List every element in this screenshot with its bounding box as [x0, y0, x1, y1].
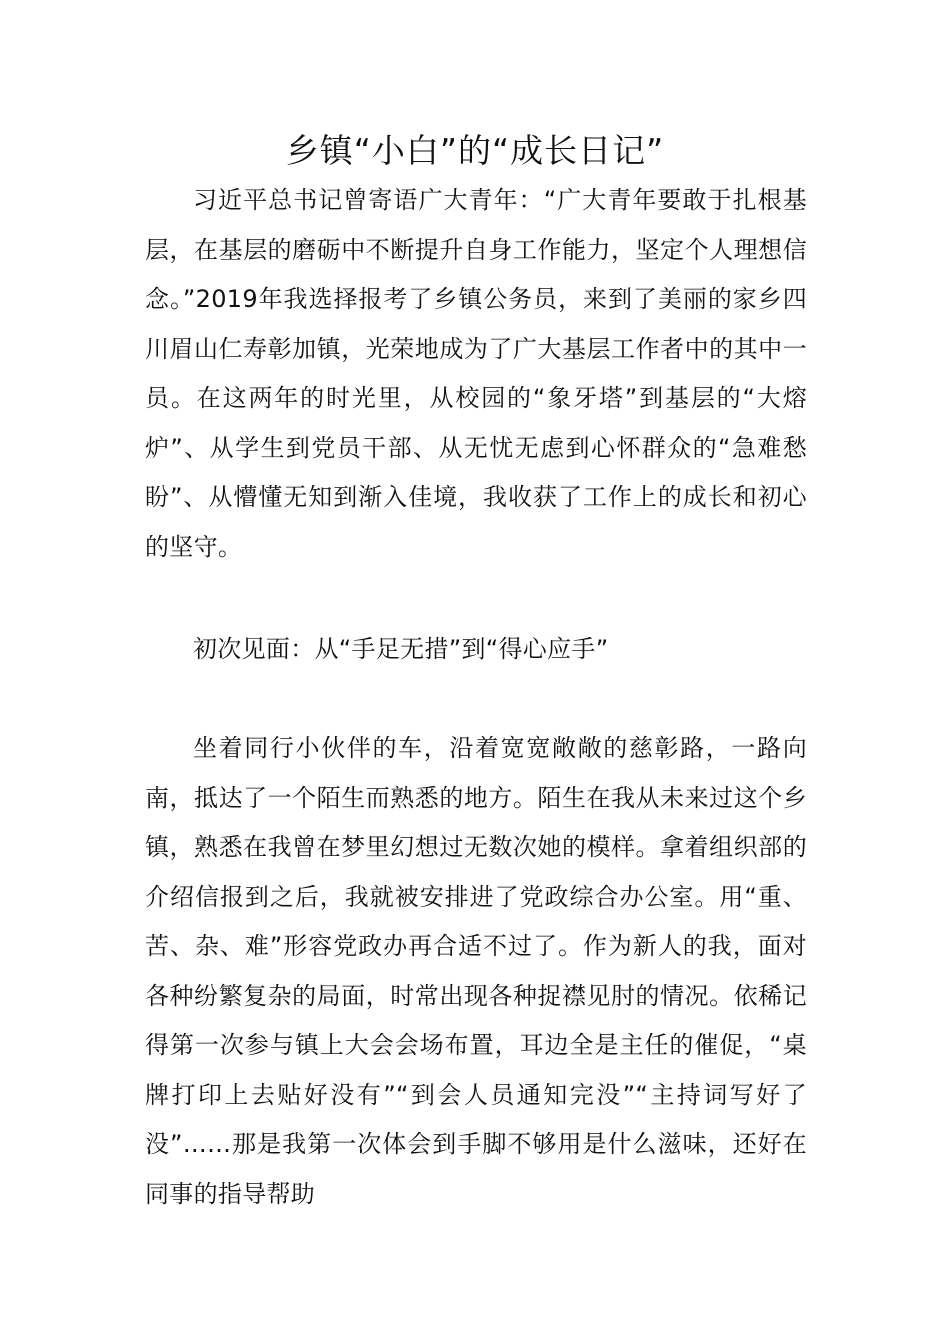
intro-paragraph: 习近平总书记曾寄语广大青年：“广大青年要敢于扎根基层，在基层的磨砺中不断提升自身工作能力，坚定个人理想信念。”2019年我选择报考了乡镇公务员，来到了美丽的家乡四川眉山仁寿彰加镇，光荣地成为了广大基层工作者中的其中一员。在这两年的时光里，从校园的“象牙塔”到基层的“大熔炉”、从学生到党员干部、从无忧无虑到心怀群众的“急难愁盼”、从懵懂无知到渐入佳境，我收获了工作上的成长和初心的坚守。	[145, 186, 807, 561]
section-heading: 初次见面：从“手足无措”到“得心应手”	[193, 635, 609, 663]
document-title: 乡镇“小白”的“成长日记”	[285, 131, 665, 170]
section-paragraph: 坐着同行小伙伴的车，沿着宽宽敞敞的慈彰路，一路向南，抵达了一个陌生而熟悉的地方。陌生在我从未来过这个乡镇，熟悉在我曾在梦里幻想过无数次她的模样。拿着组织部的介绍信报到之后，我就被安排进了党政综合办公室。用“重、苦、杂、难”形容党政办再合适不过了。作为新人的我，面对各种纷繁复杂的局面，时常出现各种捉襟见肘的情况。依稀记得第一次参与镇上大会会场布置，耳边全是主任的催促，“桌牌打印上去贴好没有”“到会人员通知完没”“主持词写好了没”……那是我第一次体会到手脚不够用是什么滋味，还好在同事的指导帮助	[145, 734, 807, 1208]
